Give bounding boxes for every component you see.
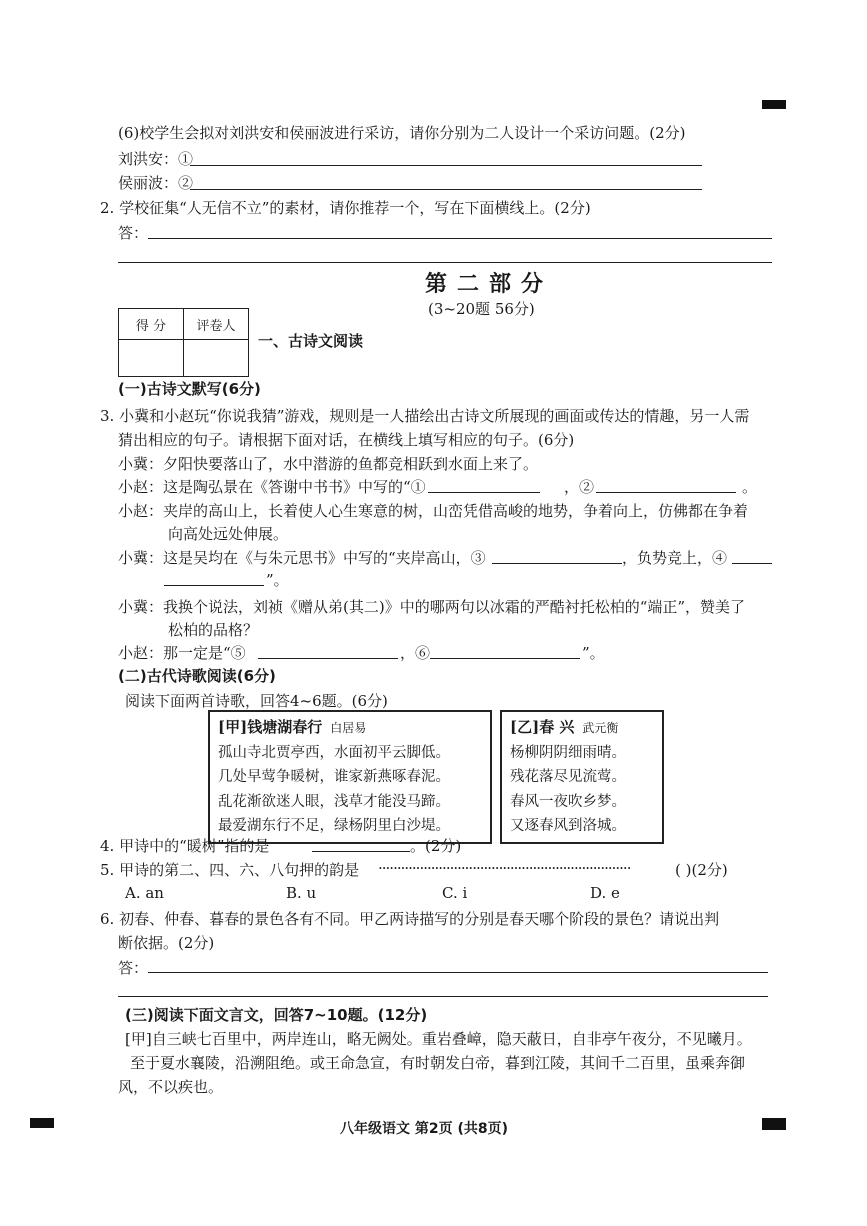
sub-2-title: (二)古代诗歌阅读(6分) [118,667,276,685]
page-footer: 八年级语文 第2页 (共8页) [340,1121,509,1137]
q3-dialog-6c: ”。 [582,644,605,662]
scan-mark-bottom-right [762,1118,786,1130]
q5-option-a[interactable]: A. an [125,884,164,902]
sub-1-title: (一)古诗文默写(6分) [118,380,261,398]
q6-answer-label: 答： [118,959,149,977]
sub-3-title: (三)阅读下面文言文，回答7~10题。(12分) [125,1006,428,1024]
poem-b-title-row [510,715,654,741]
q6-text-2: 断依据。(2分) [118,934,215,952]
q3-text-2: 猜出相应的句子。请根据下面对话，在横线上填写相应的句子。(6分) [118,431,575,449]
q3-blank-4[interactable] [732,563,772,564]
q6-answer-blank-1[interactable] [148,972,768,973]
q5-answer-paren[interactable]: ( )(2分) [675,861,728,879]
poem-a-author: 白居易 [330,721,367,735]
poem-b-line: 春风一夜吹乡梦。 [510,793,626,810]
poem-b-author: 武元衡 [582,721,619,735]
q3-dialog-1: 小冀：夕阳快要落山了，水中潜游的鱼都竞相跃到水面上来了。 [118,455,539,473]
grader-cell[interactable] [184,340,249,377]
q3-dialog-4c: ”。 [266,571,289,589]
q3-dialog-4a: 小冀：这是吴均在《与朱元思书》中写的“夹岸高山，③ [118,549,486,567]
q3-text-1: 3. 小冀和小赵玩“你说我猜”游戏，规则是一人描绘出古诗文所展现的画面或传达的情趣，另一人需 [100,407,750,425]
scan-mark-bottom-left [30,1118,54,1128]
scan-mark-top-right [762,100,786,109]
q1-6-hou-label: 侯丽波：② [118,174,194,192]
q2-text: 2. 学校征集“人无信不立”的素材，请你推荐一个，写在下面横线上。(2分) [100,199,591,217]
poem-a-line: 孤山寺北贾亭西，水面初平云脚低。 [218,744,450,761]
poem-a-title: [甲]钱塘湖春行 [218,718,323,736]
poem-b-line: 又逐春风到洛城。 [510,818,626,834]
q5-option-b[interactable]: B. u [286,884,317,902]
q3-blank-6[interactable] [430,658,580,659]
q6-answer-blank-2[interactable] [118,996,768,997]
q3-dialog-2b: ，② [564,478,595,496]
q3-dialog-6b: ，⑥ [400,644,431,662]
poem-a-title-row [218,715,482,741]
q2-answer-label: 答： [118,224,149,242]
q3-blank-5[interactable] [258,658,398,659]
q3-dialog-4b: ，负势竞上，④ [622,549,728,567]
q1-6-hou-blank[interactable] [190,189,702,190]
poem-a-box [208,710,492,844]
section-1-title: 一、古诗文阅读 [258,332,364,350]
sub-3-para-2: 至于夏水襄陵，沿溯阻绝。或王命急宣，有时朝发白帝，暮到江陵，其间千二百里，虽乘奔御 [130,1054,746,1072]
poem-a-line: 几处早莺争暖树，谁家新燕啄春泥。 [218,769,450,785]
part-2-subtitle: (3~20题 56分) [428,300,535,318]
sub-3-para-3: 风，不以疾也。 [118,1078,224,1096]
q2-answer-blank-2[interactable] [118,262,772,263]
score-table [118,308,249,377]
q1-6-liu-blank[interactable] [190,165,702,166]
q3-blank-3[interactable] [492,563,622,564]
poem-b-line: 杨柳阴阴细雨晴。 [510,744,626,761]
poem-b-box [500,710,664,844]
q4-blank[interactable] [312,851,410,852]
poem-b-line: 残花落尽见流莺。 [510,769,626,785]
q2-answer-blank-1[interactable] [148,238,772,239]
q1-6-liu-label: 刘洪安：① [118,150,194,168]
q3-dialog-5a: 小冀：我换个说法，刘祯《赠从弟(其二)》中的哪两句以冰霜的严酷衬托松柏的“端正”，赞美了 [118,598,746,616]
q3-dialog-3b: 向高处远处伸展。 [168,525,289,543]
q3-blank-4-cont[interactable] [164,585,264,586]
grader-header: 评卷人 [184,309,249,340]
q5-dots: ··································································· [378,859,631,877]
part-2-title: 第二部分 [425,272,554,297]
sub-3-para-1: [甲]自三峡七百里中，两岸连山，略无阙处。重岩叠嶂，隐天蔽日，自非亭午夜分，不见曦月。 [125,1030,752,1048]
q6-text-1: 6. 初春、仲春、暮春的景色各有不同。甲乙两诗描写的分别是春天哪个阶段的景色？请说出判 [100,910,720,928]
q3-dialog-2a: 小赵：这是陶弘景在《答谢中书书》中写的“① [118,478,426,496]
poem-a-line: 最爱湖东行不足，绿杨阴里白沙堤。 [218,818,450,834]
poem-a-line: 乱花渐欲迷人眼，浅草才能没马蹄。 [218,793,450,810]
q3-blank-2[interactable] [596,492,736,493]
q3-dialog-2c: 。 [742,478,758,496]
q3-dialog-3a: 小赵：夹岸的高山上，长着使人心生寒意的树，山峦凭借高峻的地势，争着向上，仿佛都在争着 [118,502,749,520]
q1-6-text: (6)校学生会拟对刘洪安和侯丽波进行采访，请你分别为二人设计一个采访问题。(2分) [118,124,686,142]
q5-option-c[interactable]: C. i [442,884,468,902]
score-header: 得 分 [119,309,184,340]
score-cell[interactable] [119,340,184,377]
sub-2-intro: 阅读下面两首诗歌，回答4~6题。(6分) [125,692,388,710]
poem-b-title: [乙]春 兴 [510,718,575,736]
q3-blank-1[interactable] [428,492,540,493]
q5-text: 5. 甲诗的第二、四、六、八句押的韵是 [100,861,360,879]
q3-dialog-5b: 松柏的品格？ [168,621,259,639]
q4-text-end: 。(2分) [410,837,462,855]
q4-text: 4. 甲诗中的“暖树”指的是 [100,837,270,855]
q5-option-d[interactable]: D. e [590,884,620,902]
q3-dialog-6a: 小赵：那一定是“⑤ [118,644,246,662]
